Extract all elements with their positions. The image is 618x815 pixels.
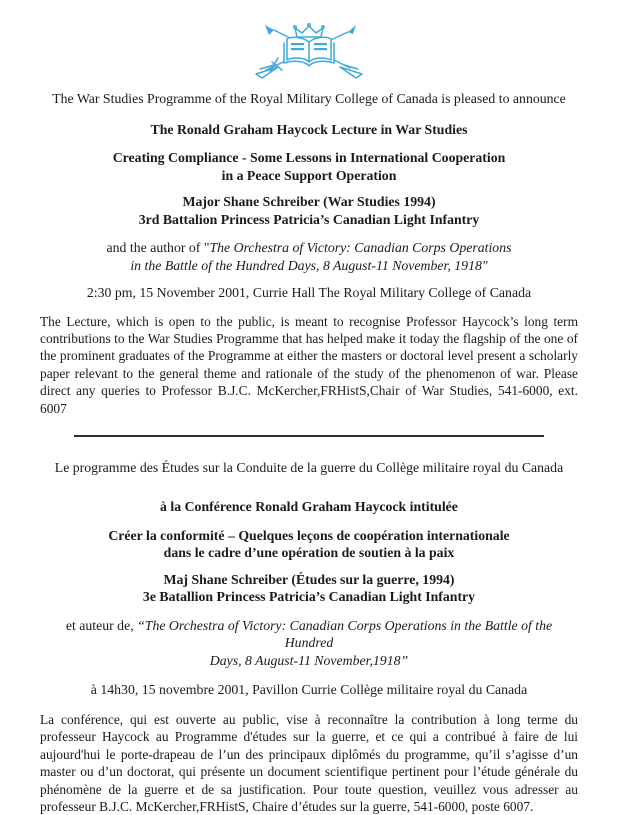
en-datetime-venue: 2:30 pm, 15 November 2001, Currie Hall The Royal Military College of Canada — [86, 285, 532, 300]
fr-talk-title-line1: Créer la conformité – Quelques leçons de coopération internationale — [108, 527, 510, 543]
en-announcement-line: The War Studies Programme of the Royal Military College of Canada is pleased to announce — [52, 91, 566, 106]
fr-talk-title-line2: dans le cadre d’une opération de soutien à la paix — [163, 545, 455, 561]
fr-author-credit — [40, 617, 578, 670]
fr-author-book-title-line1: “The Orchestra of Victory: Canadian Corps Operations in the Battle of the Hundred — [137, 617, 553, 651]
fr-programme-line: Le programme des Études sur la Conduite de la guerre du Collège militaire royal du Canada — [54, 459, 564, 475]
en-speaker — [40, 193, 578, 228]
fr-speaker-name: Maj Shane Schreiber (Études sur la guerre, 1994) — [163, 571, 455, 587]
fr-body-paragraph: La conférence, qui est ouverte au public, vise à reconnaître la contribution à long terme du professeur Haycock au Programme d'études sur la guerre, et ce qui a contribué à faire de lui aujourd'hui le porte-drapeau de l’un des principaux diplômés du programme, qu’il s’agisse d’un master ou d’un doctorat, qui présente un document scientifique pertinent pour l’étude générale du phénomène de la guerre et de sa justification. Pour toute question, veuillez vous adresser au professeur B.J.C. McKercher,FRHistS, Chaire d’études sur la guerre, 541-6000, poste 6007. — [40, 711, 578, 814]
fr-speaker — [40, 571, 578, 606]
rmc-crest-icon — [250, 22, 368, 80]
en-lecture-series-title: The Ronald Graham Haycock Lecture in War Studies — [150, 121, 468, 137]
en-talk-title-line2: in a Peace Support Operation — [221, 167, 397, 183]
fr-conference-line: à la Conférence Ronald Graham Haycock intitulée — [160, 499, 458, 515]
en-author-prefix: and the author of " — [106, 240, 210, 255]
rmc-crest-logo — [40, 22, 578, 80]
en-author-credit — [40, 239, 578, 274]
fr-author-prefix: et auteur de, — [65, 617, 138, 633]
section-divider — [74, 435, 544, 437]
en-author-book-title-line2: in the Battle of the Hundred Days, 8 August-11 November, 1918" — [130, 257, 488, 273]
en-speaker-unit: 3rd Battalion Princess Patricia’s Canadian Light Infantry — [138, 211, 480, 227]
fr-datetime-venue: à 14h30, 15 novembre 2001, Pavillon Currie Collège militaire royal du Canada — [90, 682, 528, 698]
en-speaker-name: Major Shane Schreiber (War Studies 1994) — [182, 194, 436, 209]
en-talk-title — [40, 149, 578, 184]
fr-speaker-unit: 3e Batallion Princess Patricia’s Canadian Light Infantry — [142, 589, 476, 605]
en-author-book-title-line1: The Orchestra of Victory: Canadian Corps Operations — [209, 240, 512, 255]
en-talk-title-line1: Creating Compliance - Some Lessons in International Cooperation — [112, 150, 506, 165]
en-body-paragraph: The Lecture, which is open to the public, is meant to recognise Professor Haycock’s long term contributions to the War Studies Programme that has helped make it today the flagship of the one of the prominent graduates of the Programme at either the masters or doctoral level present a scholarly paper relevant to the general theme and rationale of the study of the phenomenon of war. Please direct any queries to Professor B.J.C. McKercher,FRHistS,Chair of War Studies, 541-6000, ext. 6007 — [40, 313, 578, 416]
fr-talk-title — [40, 527, 578, 562]
fr-author-book-title-line2: Days, 8 August-11 November,1918” — [209, 652, 409, 668]
